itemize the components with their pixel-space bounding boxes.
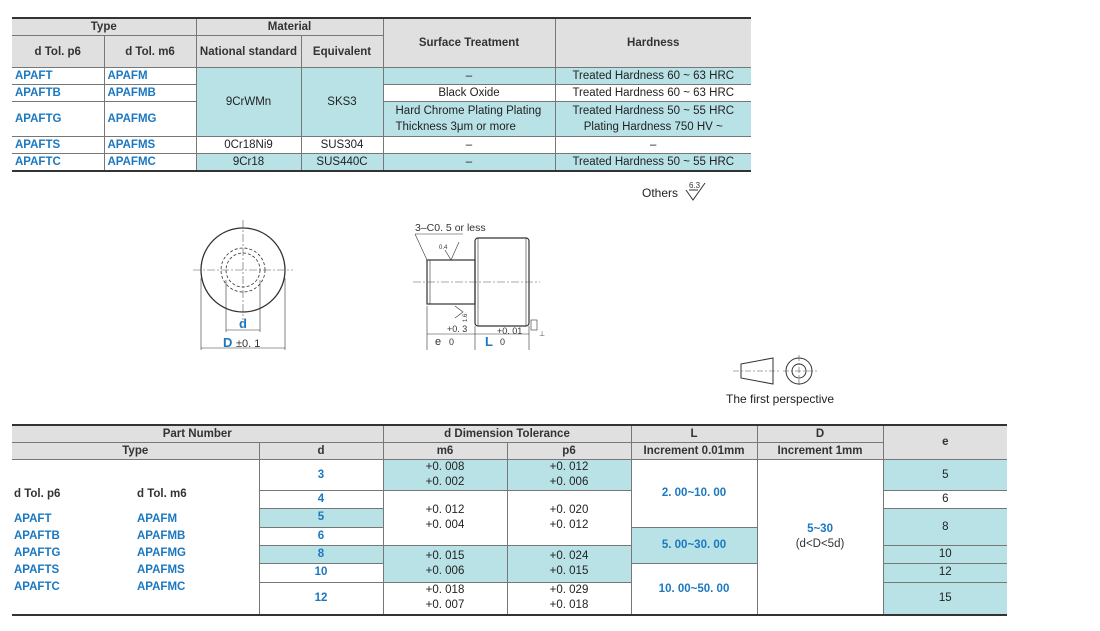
surface-treatment: – [383, 154, 555, 172]
hardness: Treated Hardness 60 ~ 63 HRC [555, 68, 751, 85]
e-value: 15 [883, 582, 1007, 615]
list-item: APAFMG [137, 547, 186, 559]
p6-tol: +0. 029 +0. 018 [507, 582, 631, 615]
list-item: APAFTG [14, 547, 61, 559]
part-m6: APAFMS [104, 137, 196, 154]
header-type: Type [12, 18, 196, 36]
p6-tol: +0. 020 +0. 012 [507, 491, 631, 546]
m6-tol: +0. 018 +0. 007 [383, 582, 507, 615]
header-part-number: Part Number [12, 425, 383, 443]
list-item: APAFMS [137, 564, 185, 576]
part-m6: APAFMG [104, 102, 196, 137]
D-label: D [223, 335, 233, 350]
part-p6: APAFTG [12, 102, 104, 137]
hardness-line-1: Treated Hardness 50 ~ 55 HRC [572, 105, 735, 117]
header-d-dimension-tolerance: d Dimension Tolerance [383, 425, 631, 443]
hardness [555, 102, 751, 137]
m6-tol: +0. 012 +0. 004 [383, 491, 507, 546]
e-value: 8 [883, 509, 1007, 546]
first-perspective-label: The first perspective [726, 392, 835, 406]
e-value: 6 [883, 491, 1007, 509]
list-item: APAFT [14, 513, 52, 525]
m6-tol: +0. 015 +0. 006 [383, 545, 507, 582]
list-item: APAFTB [14, 530, 60, 542]
L-range: 10. 00~50. 00 [631, 564, 757, 615]
L-tol-top: +0. 01 [497, 326, 523, 336]
header-m6: m6 [383, 443, 507, 460]
part-p6: APAFTB [12, 85, 104, 102]
D-range: 5~30 (d<D<5d) [757, 460, 883, 616]
header-d-tol-p6: d Tol. p6 [12, 36, 104, 68]
header-d-tol-m6: d Tol. m6 [104, 36, 196, 68]
type-p6-list [14, 511, 60, 596]
header-equivalent: Equivalent [301, 36, 383, 68]
table-row [12, 68, 751, 85]
list-item: APAFTC [14, 581, 60, 593]
chamfer-note: 3–C0. 5 or less [415, 222, 486, 234]
others-label: Others [642, 186, 679, 200]
d-value: 12 [259, 582, 383, 615]
d-value: 6 [259, 527, 383, 545]
header-national-standard: National standard [196, 36, 301, 68]
surface-line-2: Thickness 3μm or more [395, 121, 516, 133]
d-value: 3 [259, 460, 383, 491]
type-list [12, 460, 259, 616]
L-tol-bot: 0 [500, 337, 506, 347]
e-tol-top: +0. 3 [447, 324, 468, 334]
header-L-increment: Increment 0.01mm [631, 443, 757, 460]
surface-treatment: – [383, 137, 555, 154]
roughness-value: 6.3 [689, 181, 701, 190]
hardness: Treated Hardness 50 ~ 55 HRC [555, 154, 751, 172]
header-p6: p6 [507, 443, 631, 460]
surface-treatment: Black Oxide [383, 85, 555, 102]
perpendicularity-icon: ⊥ [539, 331, 546, 338]
list-item: APAFMB [137, 530, 186, 542]
side-view-drawing [405, 220, 555, 356]
part-m6: APAFMB [104, 85, 196, 102]
type-head-p6: d Tol. p6 [14, 488, 61, 500]
header-e: e [883, 425, 1007, 460]
d-value: 10 [259, 564, 383, 582]
d-value: 5 [259, 509, 383, 527]
L-label: L [485, 334, 493, 349]
roughness-small: 0.4 [439, 245, 448, 251]
table-row [12, 137, 751, 154]
part-m6: APAFMC [104, 154, 196, 172]
part-m6: APAFM [104, 68, 196, 85]
header-L: L [631, 425, 757, 443]
header-d: d [259, 443, 383, 460]
header-material: Material [196, 18, 383, 36]
p6-tol: +0. 024 +0. 015 [507, 545, 631, 582]
list-item: APAFMC [137, 581, 186, 593]
d-label: d [239, 316, 247, 331]
part-number-table [12, 424, 1007, 616]
material-national: 9Cr18 [196, 154, 301, 172]
table-row [12, 154, 751, 172]
material-table [12, 17, 751, 172]
header-hardness: Hardness [555, 18, 751, 68]
d-value: 8 [259, 545, 383, 563]
e-tol-bot: 0 [449, 337, 455, 347]
surface-treatment [383, 102, 555, 137]
surface-line-1: Hard Chrome Plating Plating [395, 105, 542, 117]
hardness: – [555, 137, 751, 154]
list-item: APAFTS [14, 564, 60, 576]
e-value: 10 [883, 545, 1007, 563]
header-surface-treatment: Surface Treatment [383, 18, 555, 68]
e-value: 12 [883, 564, 1007, 582]
header-D: D [757, 425, 883, 443]
m6-tol: +0. 008 +0. 002 [383, 460, 507, 491]
material-equivalent: SUS440C [301, 154, 383, 172]
first-perspective-icon [733, 354, 828, 388]
front-view-drawing [190, 218, 300, 356]
e-value: 5 [883, 460, 1007, 491]
L-range: 5. 00~30. 00 [631, 527, 757, 564]
hardness-line-2: Plating Hardness 750 HV ~ [583, 121, 723, 133]
material-national: 0Cr18Ni9 [196, 137, 301, 154]
hardness: Treated Hardness 60 ~ 63 HRC [555, 85, 751, 102]
material-national: 9CrWMn [196, 68, 301, 137]
header-D-increment: Increment 1mm [757, 443, 883, 460]
part-p6: APAFTS [12, 137, 104, 154]
roughness-side: 1.6 [463, 313, 469, 322]
part-p6: APAFT [12, 68, 104, 85]
surface-treatment: – [383, 68, 555, 85]
part-p6: APAFTC [12, 154, 104, 172]
roughness-symbol-icon [684, 180, 708, 204]
type-head-m6: d Tol. m6 [137, 488, 187, 500]
type-m6-list [137, 511, 186, 596]
e-label: e [435, 336, 442, 348]
material-equivalent: SKS3 [301, 68, 383, 137]
list-item: APAFM [137, 513, 178, 525]
D-tolerance: ±0. 1 [236, 338, 261, 350]
p6-tol: +0. 012 +0. 006 [507, 460, 631, 491]
header-type: Type [12, 443, 259, 460]
d-value: 4 [259, 491, 383, 509]
material-equivalent: SUS304 [301, 137, 383, 154]
L-range: 2. 00~10. 00 [631, 460, 757, 528]
